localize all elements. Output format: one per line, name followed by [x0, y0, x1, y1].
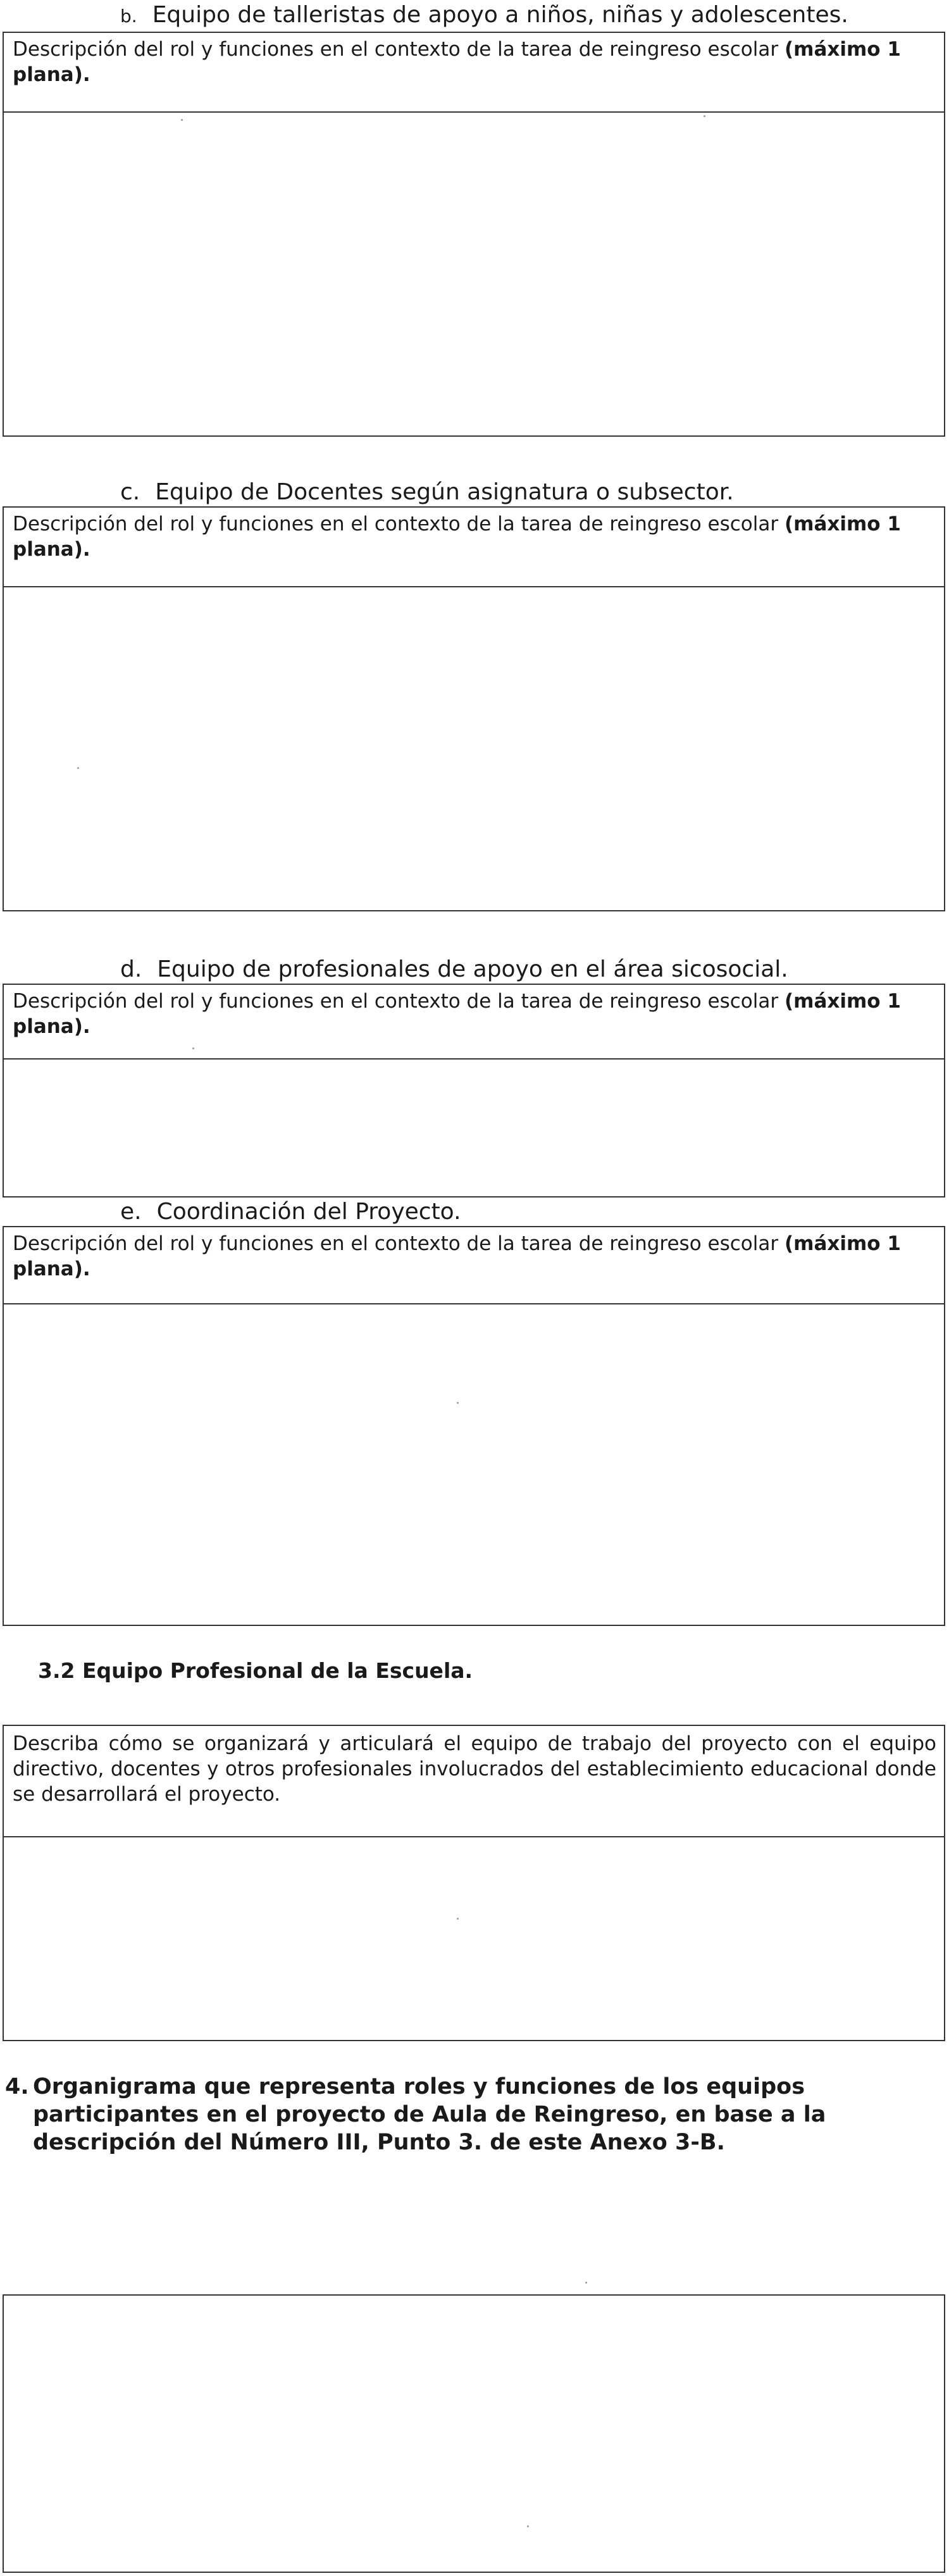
section-b-prompt-text: Descripción del rol y funciones en el contexto de la tarea de reingreso escolar [13, 38, 779, 61]
scan-speck [181, 119, 183, 121]
section-c-answer-area[interactable] [4, 587, 944, 910]
section-b-prompt [4, 33, 944, 113]
section-d-box [3, 984, 945, 1197]
section-d-prompt-limit: (máximo 1 plana). [13, 990, 901, 1038]
scan-speck [527, 2525, 529, 2527]
section-e-box [3, 1226, 945, 1626]
section-3-2-answer-area[interactable] [4, 1837, 944, 2040]
section-e-prompt-text: Descripción del rol y funciones en el contexto de la tarea de reingreso escolar [13, 1232, 779, 1255]
section-b-prompt-end: . [82, 63, 90, 86]
section-e-prompt [4, 1227, 944, 1304]
section-e-prompt-end: . [82, 1258, 90, 1280]
section-c-prompt-limit: (máximo 1 plana) [13, 513, 901, 561]
section-e-title: Coordinación del Proyecto. [156, 1199, 461, 1225]
scan-speck [704, 115, 705, 117]
section-c-box [3, 506, 945, 911]
section-c-heading [120, 480, 734, 505]
section-c-prompt-text: Descripción del rol y funciones en el contexto de la tarea de reingreso escolar [13, 513, 779, 535]
section-3-2-prompt: Describa cómo se organizará y articulará el equipo de trabajo del proyecto con el equipo directivo, docentes y otros profesionales involucrados del establecimiento educacional donde se desarrollará el proyecto. [4, 1726, 944, 1837]
section-d-heading [120, 957, 788, 982]
section-d-prompt-text: Descripción del rol y funciones en el contexto de la tarea de reingreso escolar [13, 990, 779, 1013]
section-b-answer-area[interactable] [4, 113, 944, 435]
section-e-letter: e. [120, 1199, 142, 1225]
section-d-title: Equipo de profesionales de apoyo en el área sicosocial. [157, 956, 788, 982]
section-b-letter: b. [120, 6, 137, 27]
section-3-2-title: 3.2 Equipo Profesional de la Escuela. [38, 1658, 473, 1683]
scan-speck [192, 1047, 194, 1049]
section-d-letter: d. [120, 956, 142, 982]
scan-speck [457, 1918, 459, 1920]
scan-speck [457, 1402, 459, 1404]
section-c-letter: c. [120, 479, 140, 505]
scan-speck [585, 2282, 587, 2284]
section-4-organigram-box[interactable] [3, 2294, 945, 2573]
section-b-box [3, 32, 945, 437]
section-3-2-box [3, 1725, 945, 2041]
scan-speck [77, 767, 79, 769]
section-4-heading [5, 2073, 948, 2156]
section-d-prompt [4, 985, 944, 1060]
section-c-title: Equipo de Docentes según asignatura o subsector. [155, 479, 734, 505]
section-b-prompt-limit: (máximo 1 plana) [13, 38, 901, 86]
section-4-number: 4. [5, 2074, 29, 2099]
section-4-text: Organigrama que representa roles y funciones de los equipos participantes en el proyecto de Aula de Reingreso, en base a la descripción del Número III, Punto 3. de este Anexo 3-B. [33, 2074, 826, 2155]
section-d-answer-area[interactable] [4, 1060, 944, 1196]
section-c-prompt [4, 508, 944, 587]
section-e-prompt-limit: (máximo 1 plana) [13, 1232, 901, 1280]
section-b-heading [120, 3, 848, 29]
section-b-title: Equipo de talleristas de apoyo a niños, niñas y adolescentes. [152, 2, 848, 28]
section-e-answer-area[interactable] [4, 1304, 944, 1625]
section-c-prompt-end: . [82, 538, 90, 561]
section-e-heading [120, 1199, 461, 1225]
